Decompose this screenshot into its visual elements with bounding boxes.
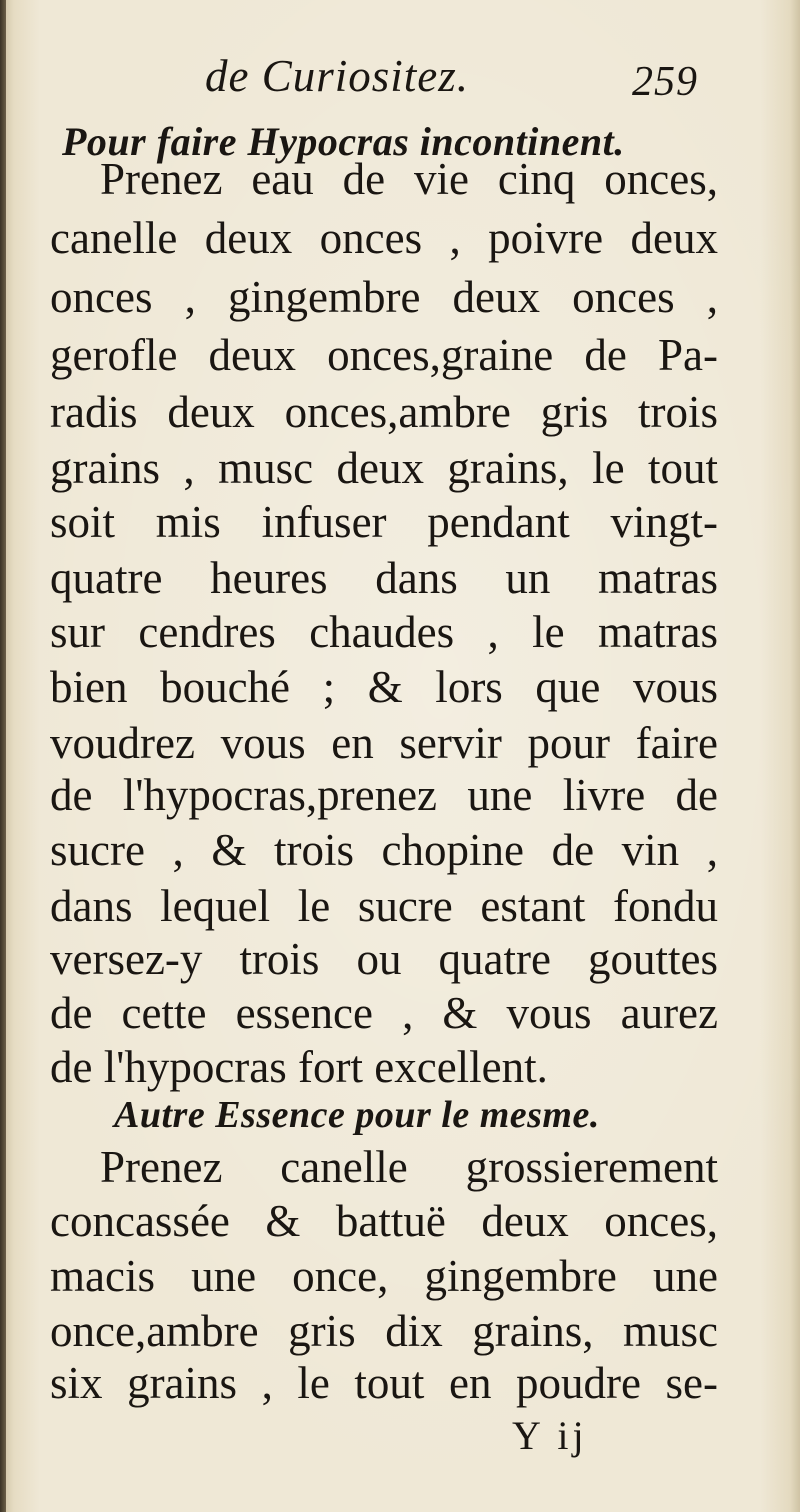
text-line: sucre , & trois chopine de vin , xyxy=(50,825,718,875)
text-line: Prenez eau de vie cinq onces, xyxy=(100,154,718,204)
recipe-heading-text: Autre Essence pour le mesme. xyxy=(114,1094,600,1136)
running-head xyxy=(0,50,800,110)
text-line: sur cendres chaudes , le matras xyxy=(50,607,718,657)
text-line: canelle deux onces , poivre deux xyxy=(50,213,718,263)
running-title: de Curiositez. xyxy=(205,51,470,101)
text-line: de l'hypocras fort excellent. xyxy=(50,1042,548,1092)
text-line: soit mis infuser pendant vingt- xyxy=(50,497,718,547)
text-line: quatre heures dans un matras xyxy=(50,553,718,603)
text-line: onces , gingembre deux onces , xyxy=(50,272,718,322)
text-line: voudrez vous en servir pour faire xyxy=(50,718,718,768)
text-line: macis une once, gingembre une xyxy=(50,1251,718,1301)
text-line: de cette essence , & vous aurez xyxy=(50,988,718,1038)
recipe-heading-essence xyxy=(0,1093,800,1143)
signature-mark: Y ij xyxy=(512,1413,588,1458)
text-line: dans lequel le sucre estant fondu xyxy=(50,881,718,931)
text-line: gerofle deux onces,graine de Pa- xyxy=(50,330,718,380)
page-number: 259 xyxy=(632,59,698,105)
text-line: Prenez canelle grossierement xyxy=(100,1142,718,1192)
text-line: grains , musc deux grains, le tout xyxy=(50,443,718,493)
text-line: six grains , le tout en poudre se- xyxy=(50,1358,718,1408)
recipe-heading-text: Pour faire Hypocras incontinent. xyxy=(62,119,625,164)
text-line: bien bouché ; & lors que vous xyxy=(50,662,718,712)
page-gutter xyxy=(0,0,6,1512)
text-line: radis deux onces,ambre gris trois xyxy=(50,387,718,437)
text-line: de l'hypocras,prenez une livre de xyxy=(50,770,718,820)
text-line: concassée & battuë deux onces, xyxy=(50,1196,718,1246)
text-line: versez-y trois ou quatre gouttes xyxy=(50,934,718,984)
text-line: once,ambre gris dix grains, musc xyxy=(50,1306,718,1356)
